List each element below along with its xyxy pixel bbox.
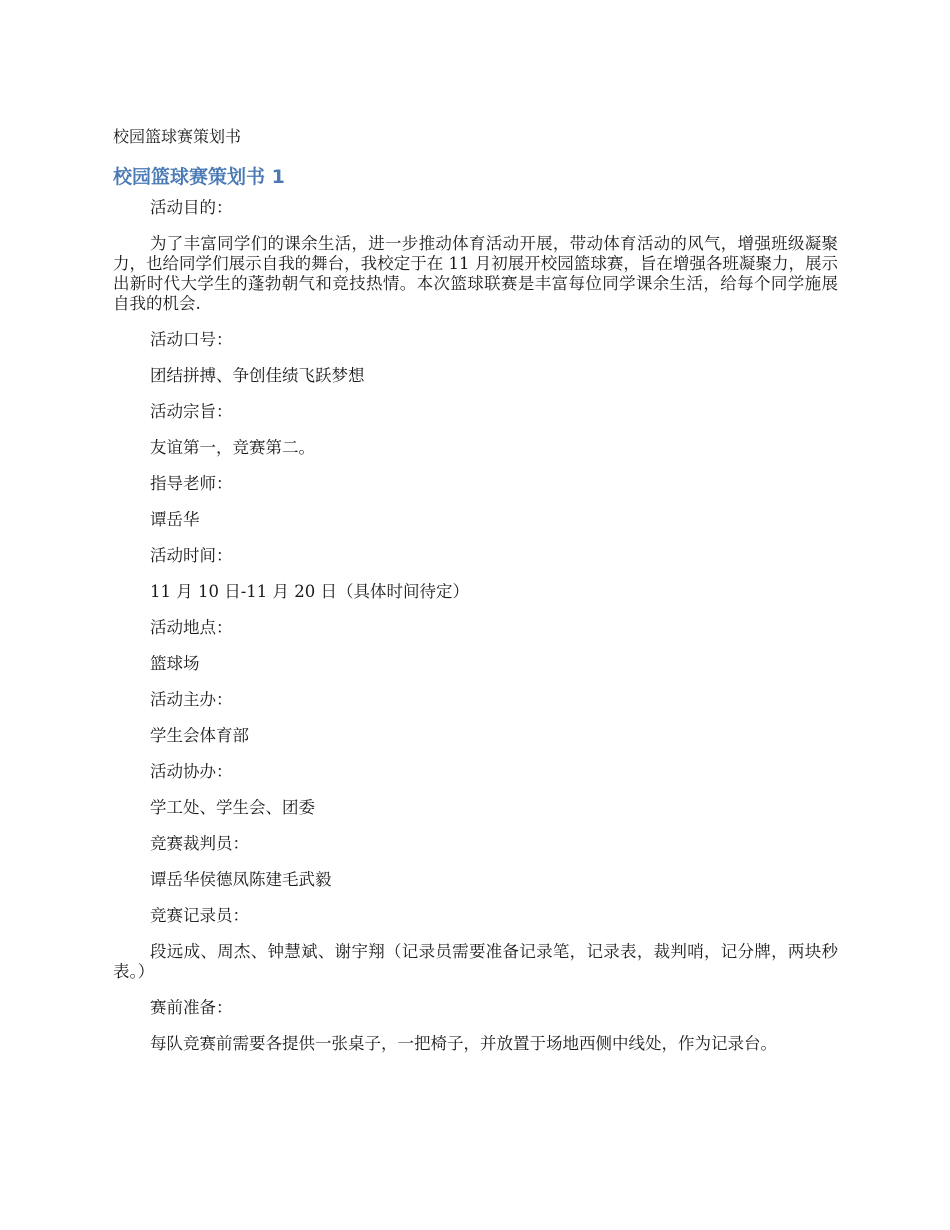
label-referees: 竞赛裁判员： xyxy=(150,834,249,853)
coorganizer-text: 学工处、学生会、团委 xyxy=(150,798,315,817)
host-text: 学生会体育部 xyxy=(150,726,249,745)
label-time: 活动时间： xyxy=(150,546,233,565)
purpose-text: 为了丰富同学们的课余生活，进一步推动体育活动开展，带动体育活动的风气，增强班级凝聚力，也给同学们展示自我的舞台，我校定于在 11 月初展开校园篮球赛，旨在增强各班凝聚力，展示出新时代大学生的蓬勃朝气和竞技热情。本次篮球联赛是丰富每位同学课余生活，给每个同学施展自我的机会. xyxy=(113,234,838,313)
label-host: 活动主办： xyxy=(150,690,233,709)
advisor-text: 谭岳华 xyxy=(150,510,200,529)
label-preparation: 赛前准备： xyxy=(150,998,233,1017)
time-text: 11 月 10 日-11 月 20 日（具体时间待定） xyxy=(150,582,470,601)
label-coorganizer: 活动协办： xyxy=(150,762,233,781)
label-advisor: 指导老师： xyxy=(150,474,233,493)
preparation-text: 每队竞赛前需要各提供一张桌子，一把椅子，并放置于场地西侧中线处，作为记录台。 xyxy=(150,1034,777,1053)
label-venue: 活动地点： xyxy=(150,618,233,637)
label-slogan: 活动口号： xyxy=(150,330,233,349)
label-recorders: 竞赛记录员： xyxy=(150,906,249,925)
tenet-text: 友谊第一，竞赛第二。 xyxy=(150,438,315,457)
document-title: 校园篮球赛策划书 xyxy=(113,127,242,146)
referees-text: 谭岳华侯德凤陈建毛武毅 xyxy=(150,870,332,889)
recorders-text: 段远成、周杰、钟慧斌、谢宇翔（记录员需要准备记录笔，记录表，裁判哨，记分牌，两块秒表。） xyxy=(113,942,838,981)
label-purpose: 活动目的： xyxy=(150,198,233,217)
document-page xyxy=(113,124,838,1070)
section-heading: 校园篮球赛策划书 1 xyxy=(113,166,285,188)
label-tenet: 活动宗旨： xyxy=(150,402,233,421)
venue-text: 篮球场 xyxy=(150,654,200,673)
slogan-text: 团结拼搏、争创佳绩飞跃梦想 xyxy=(150,366,365,385)
